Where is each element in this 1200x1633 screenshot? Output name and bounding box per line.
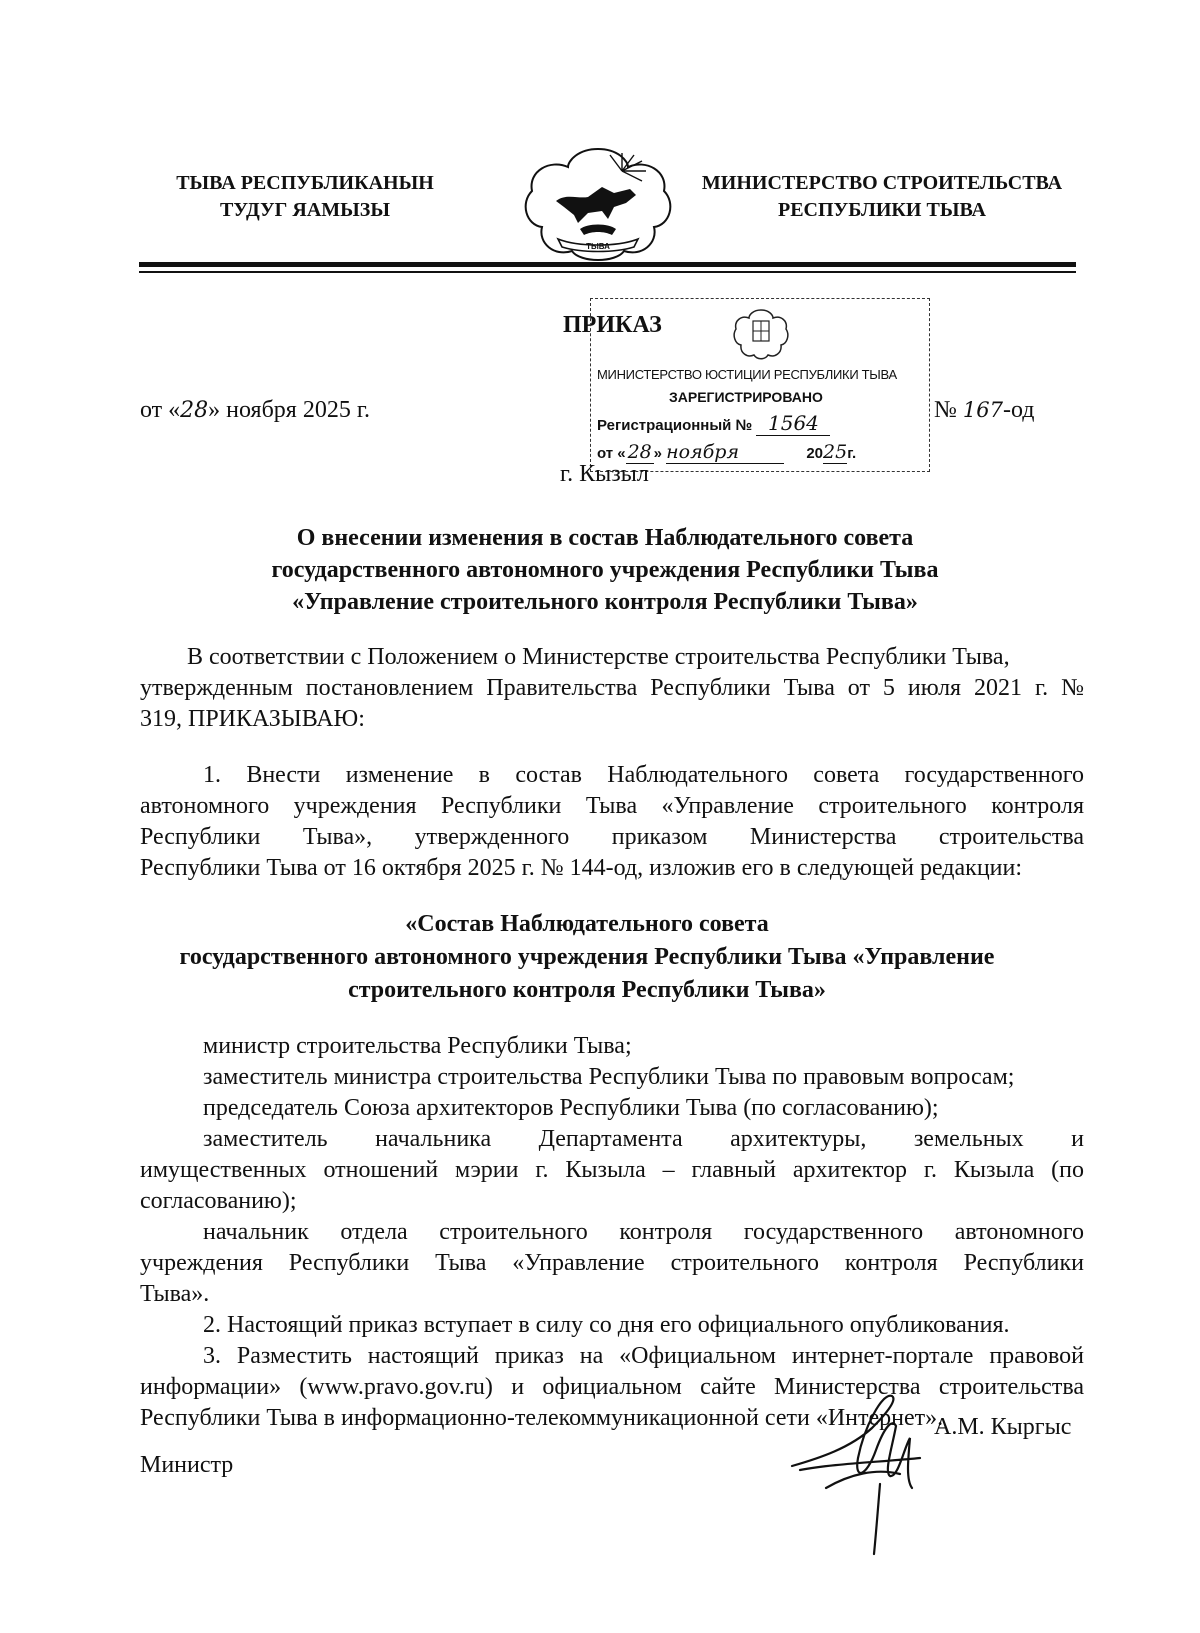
- composition-title: [140, 908, 1170, 1007]
- composition-title-line1: «Состав Наблюдательного совета: [405, 911, 769, 937]
- stamp-year-suffix: 25: [823, 441, 848, 463]
- order-date-prefix: от «: [140, 397, 181, 423]
- order-date: [140, 395, 370, 426]
- signature-name: А.М. Кыргыс: [934, 1414, 1072, 1440]
- doc-title-line3: «Управление строительного контроля Республики Тыва»: [292, 589, 918, 615]
- composition-title-line2: государственного автономного учреждения Республики Тыва «Управление: [179, 944, 995, 970]
- order-city: г. Кызыл: [560, 461, 649, 487]
- stamp-reg-label: Регистрационный №: [597, 417, 753, 434]
- preamble-line2: утвержденным постановлением Правительства Республики Тыва от 5 июля 2021 г. №: [140, 675, 1084, 701]
- stamp-date-month: ноября: [666, 441, 784, 464]
- header-left: [140, 170, 470, 224]
- doc-title-line1: О внесении изменения в состав Наблюдательного совета: [296, 525, 914, 551]
- item-1-line4: Республики Тыва от 16 октября 2025 г. № 144-од, изложив его в следующей редакции:: [140, 855, 1023, 881]
- order-number-prefix: №: [934, 397, 957, 423]
- item-1-line1: 1. Внести изменение в состав Наблюдательного совета государственного: [203, 762, 1084, 788]
- doc-title-line2: государственного автономного учреждения Республики Тыва: [271, 557, 939, 583]
- doc-title: [140, 522, 1070, 618]
- stamp-ministry: МИНИСТЕРСТВО ЮСТИЦИИ РЕСПУБЛИКИ ТЫВА: [597, 367, 897, 382]
- item-2: 2. Настоящий приказ вступает в силу со дня его официального опубликования.: [203, 1312, 1010, 1338]
- header-right: [690, 170, 1074, 224]
- stamp-reg-number: 1564: [756, 411, 830, 436]
- stamp-emblem: [733, 307, 789, 361]
- member-3: председатель Союза архитекторов Республики Тыва (по согласованию);: [203, 1095, 939, 1121]
- stamp-date-from: от «: [597, 445, 626, 462]
- header-rule-thick: [139, 262, 1076, 267]
- member-4-line2: имущественных отношений мэрии г. Кызыла – главный архитектор г. Кызыла (по: [140, 1157, 1084, 1183]
- member-2: заместитель министра строительства Республики Тыва по правовым вопросам;: [203, 1064, 1015, 1090]
- handwritten-signature: [780, 1388, 940, 1558]
- header-left-line2: ТУДУГ ЯАМЫЗЫ: [220, 199, 390, 221]
- order-number-value: 167: [962, 398, 1003, 422]
- order-number: [934, 395, 1035, 426]
- header-left-line1: ТЫВА РЕСПУБЛИКАНЫН: [176, 172, 434, 194]
- member-5-line1: начальник отдела строительного контроля государственного автономного: [203, 1219, 1084, 1245]
- header-right-line1: МИНИСТЕРСТВО СТРОИТЕЛЬСТВА: [701, 172, 1063, 194]
- registration-stamp: [590, 298, 930, 472]
- order-number-suffix: -од: [1003, 397, 1035, 423]
- preamble: [140, 642, 1084, 735]
- member-4-line3: согласованию);: [140, 1188, 297, 1214]
- header-right-line2: РЕСПУБЛИКИ ТЫВА: [778, 199, 986, 221]
- header-rule-thin: [139, 271, 1076, 273]
- preamble-line1: В соответствии с Положением о Министерстве строительства Республики Тыва,: [187, 644, 1010, 670]
- composition-title-line3: строительного контроля Республики Тыва»: [348, 977, 826, 1003]
- order-title: ПРИКАЗ: [563, 312, 662, 338]
- stamp-year-prefix: 20: [806, 445, 824, 462]
- stamp-date-mid: »: [653, 445, 662, 462]
- order-date-day: 28: [180, 398, 209, 423]
- member-5-line3: Тыва».: [140, 1281, 210, 1307]
- item-3-line1: 3. Разместить настоящий приказ на «Официальном интернет-портале правовой: [203, 1343, 1084, 1369]
- item-1-line3: Республики Тыва», утвержденного приказом Министерства строительства: [140, 824, 1084, 850]
- stamp-reg-row: [597, 411, 830, 436]
- item-3-line2: информации» (www.pravo.gov.ru) и официальном сайте Министерства строительства: [140, 1374, 1084, 1400]
- stamp-status: ЗАРЕГИСТРИРОВАНО: [669, 389, 823, 405]
- order-date-suffix: » ноября 2025 г.: [208, 397, 370, 423]
- tuva-emblem: [518, 143, 678, 265]
- members-list: [140, 1031, 1084, 1434]
- signature-position: Министр: [140, 1452, 234, 1478]
- member-1: министр строительства Республики Тыва;: [203, 1033, 632, 1059]
- preamble-line3: 319, ПРИКАЗЫВАЮ:: [140, 706, 365, 732]
- member-5-line2: учреждения Республики Тыва «Управление строительного контроля Республики: [140, 1250, 1084, 1276]
- member-4-line1: заместитель начальника Департамента архитектуры, земельных и: [203, 1126, 1084, 1152]
- item-3-line3: Республики Тыва в информационно-телекоммуникационной сети «Интернет».: [140, 1405, 944, 1431]
- stamp-year-end: г.: [847, 445, 857, 462]
- item-1: [140, 760, 1084, 884]
- stamp-date-day: 28: [627, 441, 652, 463]
- item-1-line2: автономного учреждения Республики Тыва «Управление строительного контроля: [140, 793, 1084, 819]
- emblem-ribbon-text: ТЫВА: [586, 242, 610, 251]
